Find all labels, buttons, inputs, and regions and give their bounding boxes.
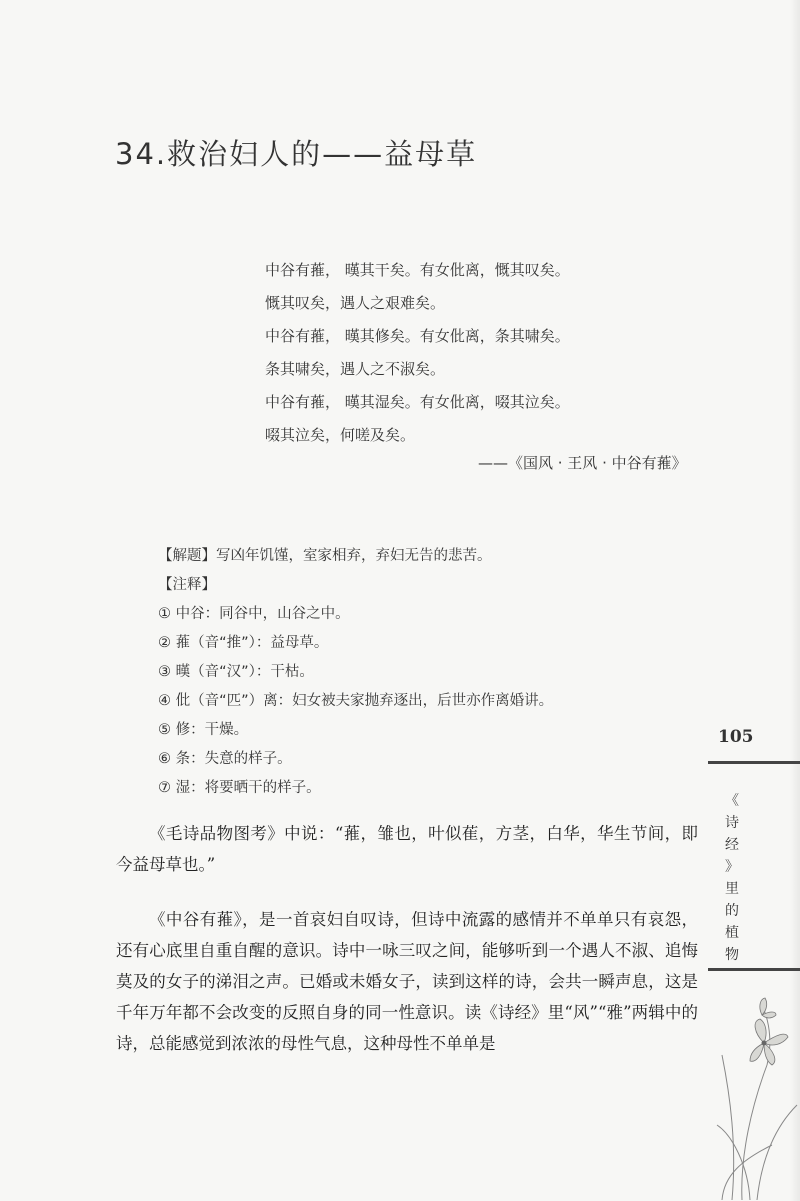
book-title-char: 物: [725, 947, 739, 963]
poem-source: ——《国风 · 王风 · 中谷有蓷》: [478, 454, 687, 472]
poem-line: 中谷有蓷， 暵其湿矣。有女仳离，啜其泣矣。: [265, 393, 570, 411]
flower-center-icon: [762, 1041, 767, 1046]
note-item: ⑦ 湿：将要晒干的样子。: [158, 780, 321, 796]
book-title-char: 》: [725, 859, 739, 875]
margin-rule-top: [708, 761, 800, 764]
poem-block: [265, 258, 705, 456]
chapter-title: 34.救治妇人的——益母草: [115, 137, 478, 171]
book-title-char: 《: [725, 793, 739, 809]
note-item: ① 中谷：同谷中，山谷之中。: [158, 606, 350, 622]
note-item: ② 蓷（音“推”）：益母草。: [158, 635, 329, 651]
page-number: 105: [718, 727, 754, 747]
orchid-illustration: [712, 985, 800, 1200]
margin-rule-bottom: [708, 968, 800, 971]
book-title-char: 的: [725, 903, 739, 919]
poem-line: 啜其泣矣，何嗟及矣。: [265, 426, 416, 444]
poem-line: 中谷有蓷， 暵其修矣。有女仳离，条其啸矣。: [265, 327, 570, 345]
poem-line: 慨其叹矣，遇人之艰难矣。: [265, 294, 446, 312]
poem-line: 条其啸矣，遇人之不淑矣。: [265, 360, 446, 378]
notes-heading: 【注释】: [158, 577, 216, 593]
running-book-title: [722, 790, 742, 966]
book-title-char: 里: [725, 881, 739, 897]
note-item: ⑥ 条：失意的样子。: [158, 751, 292, 767]
notes-block: [158, 545, 698, 806]
notes-theme: 【解题】写凶年饥馑，室家相弃，弃妇无告的悲苦。: [158, 548, 492, 564]
note-item: ③ 暵（音“汉”）：干枯。: [158, 664, 314, 680]
book-title-char: 植: [725, 925, 739, 941]
body-text: [116, 818, 698, 1083]
note-item: ⑤ 修：干燥。: [158, 722, 249, 738]
note-item: ④ 仳（音“匹”）离：妇女被夫家抛弃逐出，后世亦作离婚讲。: [158, 693, 554, 709]
body-paragraph: 《中谷有蓷》，是一首哀妇自叹诗，但诗中流露的感情并不单单只有哀怨，还有心底里自重自醒的意识。诗中一咏三叹之间，能够听到一个遇人不淑、追悔莫及的女子的涕泪之声。已婚或未婚女子，读到这样的诗，会共一瞬声息，这是千年万年都不会改变的反照自身的同一性意识。读《诗经》里“风”“雅”两辑中的诗，总能感觉到浓浓的母性气息，这种母性不单单是: [116, 910, 698, 1053]
book-title-char: 诗: [725, 815, 739, 831]
body-paragraph: 《毛诗品物图考》中说：“蓷，雏也，叶似萑，方茎，白华，华生节间，即今益母草也。”: [116, 824, 698, 874]
poem-line: 中谷有蓷， 暵其干矣。有女仳离，慨其叹矣。: [265, 261, 570, 279]
book-title-char: 经: [725, 837, 739, 853]
